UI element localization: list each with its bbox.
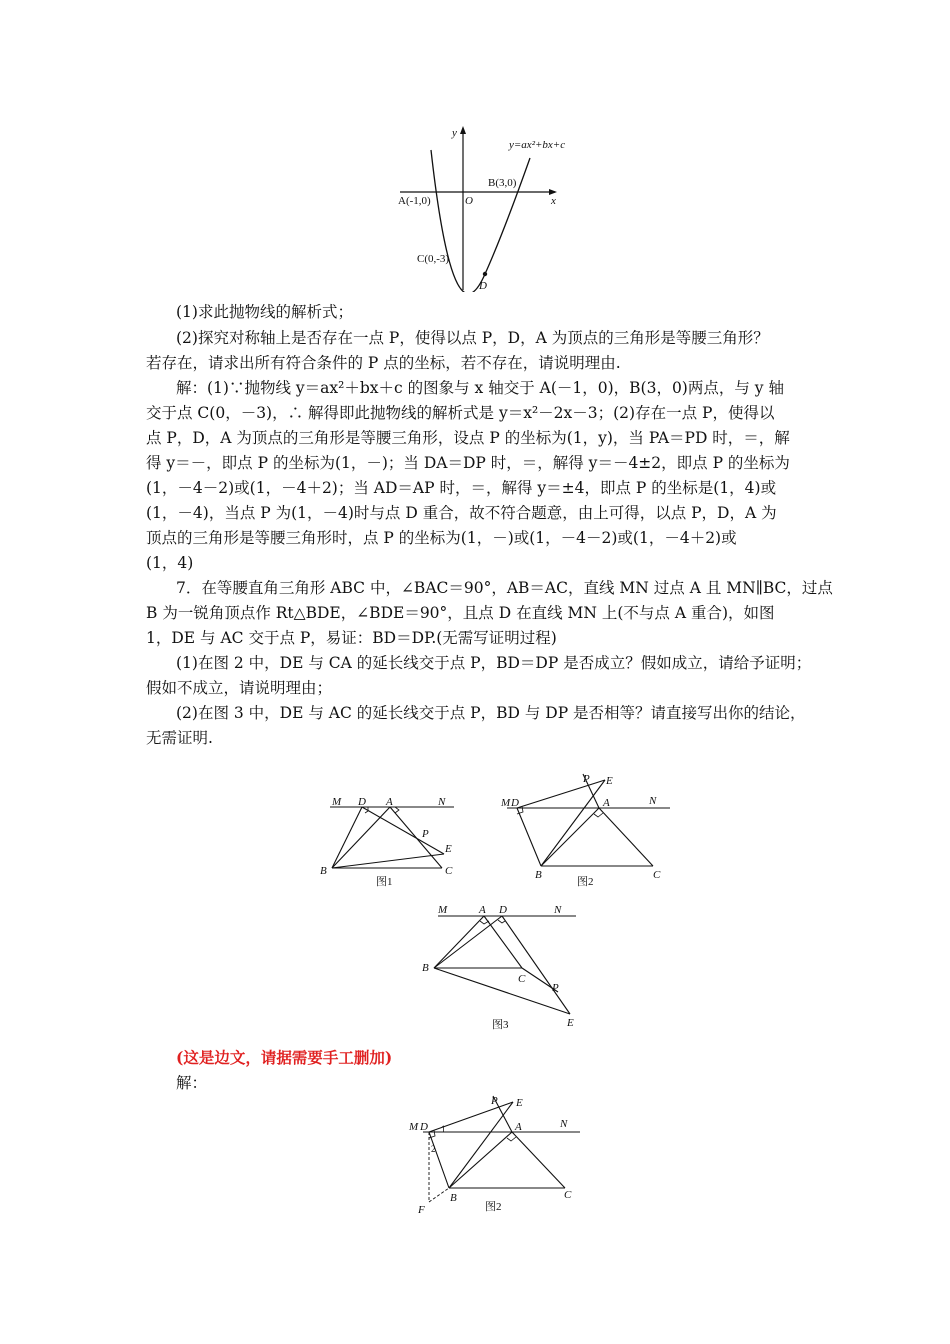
q6-solution-line: (1，4) (146, 554, 194, 572)
q6-solution-line: 顶点的三角形是等腰三角形时，点 P 的坐标为(1，－)或(1，－4－2)或(1，－4＋2)或 (146, 529, 737, 547)
q7-part1-line: (1)在图 2 中，DE 与 CA 的延长线交于点 P，BD＝DP 是否成立？假如成立，请给予证明； (176, 654, 812, 672)
figure-3 (418, 900, 598, 1035)
fig2-label-d: D (511, 797, 519, 809)
point-b-label: B(3,0) (488, 177, 517, 189)
origin-label: O (465, 195, 473, 207)
fig3-label-e: E (567, 1017, 574, 1029)
fig4-label-b: B (450, 1192, 457, 1204)
figure-1 (318, 790, 463, 890)
fig3-label-b: B (422, 962, 429, 974)
fig3-label-d: D (499, 904, 507, 916)
fig1-label-m: M (332, 796, 342, 808)
fig1-label-c: C (445, 865, 453, 877)
point-a-label: A(-1,0) (398, 195, 431, 207)
fig2-label-a: A (603, 797, 610, 809)
fig4-label-f: F (418, 1204, 425, 1216)
fig2-caption: 图2 (577, 876, 594, 888)
fig4-caption: 图2 (485, 1201, 502, 1213)
fig4-label-p: P (491, 1095, 498, 1107)
figure-2 (495, 770, 675, 890)
q6-part2-line2: 若存在，请求出所有符合条件的 P 点的坐标，若不存在，请说明理由. (146, 354, 621, 372)
q7-part2-line: 无需证明. (146, 729, 213, 747)
q7-statement-line: 7．在等腰直角三角形 ABC 中，∠BAC＝90°，AB＝AC，直线 MN 过点 A 且 MN∥BC，过点 (176, 579, 833, 597)
fig3-label-c: C (518, 973, 526, 985)
point-c-label: C(0,-3) (417, 253, 450, 265)
fig2-label-m: M (501, 797, 511, 809)
fig1-label-n: N (438, 796, 446, 808)
q6-solution-line: 得 y＝－，即点 P 的坐标为(1，－)；当 DA＝DP 时，＝，解得 y＝－4±2，即点 P 的坐标为 (146, 454, 790, 472)
point-d-label: D (479, 280, 487, 292)
y-axis-arrow (460, 126, 466, 134)
q7-part2-line: (2)在图 3 中，DE 与 AC 的延长线交于点 P，BD 与 DP 是否相等？请直接写出你的结论， (176, 704, 806, 722)
fig1-label-a: A (386, 796, 393, 808)
fig4-label-m: M (409, 1121, 419, 1133)
q6-solution-line: 点 P，D，A 为顶点的三角形是等腰三角形，设点 P 的坐标为(1，y)，当 PA＝PD 时，＝，解 (146, 429, 790, 447)
fig3-label-p: P (552, 982, 559, 994)
fig2-label-e: E (606, 775, 613, 787)
fig3-label-m: M (438, 904, 448, 916)
fig1-label-b: B (320, 865, 327, 877)
solution-label: 解： (176, 1074, 208, 1092)
x-axis-label: x (551, 195, 556, 207)
parabola-figure (395, 122, 595, 292)
fig1-caption: 图1 (376, 876, 393, 888)
q6-solution-line: 解：(1)∵抛物线 y＝ax²＋bx＋c 的图象与 x 轴交于 A(－1，0)，B(3，0)两点，与 y 轴 (176, 379, 784, 397)
q6-part2-line1: (2)探究对称轴上是否存在一点 P，使得以点 P，D，A 为顶点的三角形是等腰三角形？ (176, 329, 769, 347)
fig2-label-b: B (535, 869, 542, 881)
fig4-label-n: N (560, 1118, 568, 1130)
fig4-label-e: E (516, 1097, 523, 1109)
fig1-label-d: D (358, 796, 366, 808)
fig4-label-c: C (564, 1189, 572, 1201)
q6-part1: (1)求此抛物线的解析式； (176, 303, 353, 321)
q7-statement-line: 1，DE 与 AC 交于点 P，易证：BD＝DP.(无需写证明过程) (146, 629, 557, 647)
q7-part1-line: 假如不成立，请说明理由； (146, 679, 333, 697)
fig4-label-a: A (515, 1121, 522, 1133)
q6-solution-line: (1，－4)，当点 P 为(1，－4)时与点 D 重合，故不符合题意，由上可得，以点 P，D，A 为 (146, 504, 777, 522)
fig4-angle-1: 1 (441, 1124, 446, 1134)
figure-solution (405, 1090, 590, 1220)
y-axis-label: y (452, 127, 457, 139)
fig1-label-e: E (445, 843, 452, 855)
q6-solution-line: 交于点 C(0，－3)，∴ 解得即此抛物线的解析式是 y＝x²－2x－3；(2)存在一点 P，使得以 (146, 404, 775, 422)
fig2-label-p: P (583, 773, 590, 785)
fig1-label-p: P (422, 828, 429, 840)
vertex-dot (483, 272, 487, 276)
q7-statement-line: B 为一锐角顶点作 Rt△BDE，∠BDE＝90°，且点 D 在直线 MN 上(不与点 A 重合)，如图 (146, 604, 775, 622)
equation-label: y=ax²+bx+c (509, 139, 566, 151)
margin-note: (这是边文，请据需要手工删加) (176, 1048, 393, 1067)
fig3-label-a: A (479, 904, 486, 916)
q6-solution-line: (1，－4－2)或(1，－4＋2)；当 AD＝AP 时，＝，解得 y＝±4，即点 P 的坐标是(1，4)或 (146, 479, 777, 497)
fig3-caption: 图3 (492, 1019, 509, 1031)
fig4-angle-2: 2 (431, 1144, 436, 1154)
fig3-label-n: N (554, 904, 562, 916)
fig4-label-d: D (420, 1121, 428, 1133)
fig2-label-n: N (649, 795, 657, 807)
fig2-label-c: C (653, 869, 661, 881)
parabola-curve (431, 150, 530, 292)
